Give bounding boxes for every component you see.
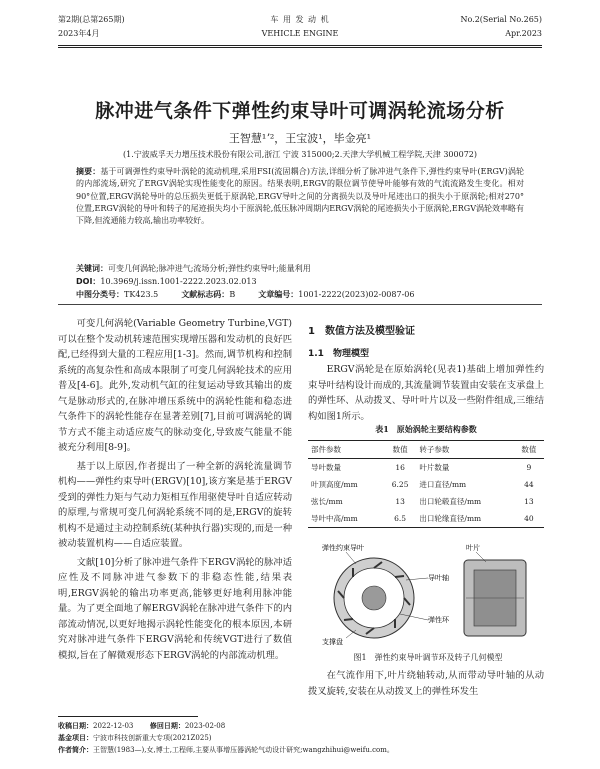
footnote-fund bbox=[58, 732, 542, 744]
date-cn: 2023年4月 bbox=[58, 29, 100, 38]
clc-label: 中图分类号： bbox=[76, 290, 124, 299]
figure-1-geometry-model bbox=[316, 540, 544, 646]
intro-paragraph-2: 基于以上原因,作者提出了一种全新的涡轮流量调节机构——弹性约束导叶(ERGV)[10],该方案是基于ERGV受到的弹性力矩与气动力矩相互作用驱使导叶自适应转动的原理,与常规可变几何涡轮系统不同的是,ERGV的旋转机构不是通过主动控制系统(某种执行器)实现的,而是一种被动装置机构——自适应装置。 bbox=[58, 460, 292, 549]
table-cell: 导叶数量 bbox=[311, 463, 341, 472]
received-date: 2022-12-03 bbox=[93, 722, 134, 730]
figure-label: 弹性约束导叶 bbox=[322, 544, 364, 552]
header-rule bbox=[58, 45, 542, 46]
fund-text: 宁波市科技创新重大专项(2021Z025) bbox=[93, 734, 212, 742]
table-cell: 9 bbox=[526, 463, 532, 472]
classification bbox=[76, 289, 414, 300]
received-label: 收稿日期： bbox=[58, 722, 93, 730]
intro-paragraph-1: 可变几何涡轮(Variable Geometry Turbine,VGT)可以在整个发动机转速范围实现增压器和发动机的良好匹配,已经得到大量的工程应用[1-3]。然而,调节机构和控制系统的高复杂性和高成本限制了可变几何涡轮技术的应用普及[4-6]。此外,发动机气缸的往复运动导致其输出的废气是脉动形式的,在脉冲增压系统中的涡轮性能和稳态进气条件下的涡轮性能存在显著差别[7],目前可调涡轮的调节方式不能主动适应废气的脉动变化,导致废气能量不能被充分利用[8-9]。 bbox=[58, 318, 292, 453]
affiliation: (1.宁波威孚天力增压技术股份有限公司,浙江 宁波 315000;2.天津大学机械工程学院,天津 300072) bbox=[123, 150, 477, 159]
table-row bbox=[308, 476, 544, 493]
doi-text: 10.3969/j.issn.1001-2222.2023.02.013 bbox=[100, 277, 257, 286]
abstract-label: 摘要： bbox=[76, 166, 101, 176]
table-cell: 叶片数量 bbox=[419, 463, 450, 472]
rotor-drawing bbox=[464, 560, 526, 636]
running-header bbox=[58, 14, 542, 46]
author-bio-label: 作者简介： bbox=[58, 746, 93, 754]
table-cell: 出口轮毂直径/mm bbox=[419, 497, 482, 506]
table-cell: 进口直径/mm bbox=[419, 480, 467, 489]
table-cell: 6.25 bbox=[391, 480, 409, 489]
table-row bbox=[308, 493, 544, 510]
article-title: 脉冲进气条件下弹性约束导叶可调涡轮流场分析 bbox=[95, 100, 505, 122]
figure-label: 导叶轴 bbox=[428, 574, 449, 582]
table-header: 数值 bbox=[392, 445, 408, 454]
intro-paragraph-3: 文献[10]分析了脉冲进气条件下ERGV涡轮的脉冲适应性及不同脉冲进气参数下的非稳态性能,结果表明,ERGV涡轮的输出功率更高,能够更好地利用脉冲能量。为了更全面地了解ERGV涡轮在脉冲进气条件下的内部流动情况,以更好地揭示涡轮性能变化的根本原因,本研究对脉冲进气条件下ERGV涡轮和传统VGT进行了数值模拟,旨在了解微观形态下ERGV涡轮的内部流动机理。 bbox=[58, 556, 292, 661]
table-cell: 13 bbox=[395, 497, 405, 506]
figure-label: 弹性环 bbox=[428, 616, 449, 624]
doc-code-label: 文献标志码： bbox=[181, 290, 230, 299]
journal-en: VEHICLE ENGINE bbox=[261, 29, 339, 38]
table-cell: 叶顶高度/mm bbox=[311, 480, 358, 489]
figure-label: 支撑盘 bbox=[322, 638, 343, 646]
table-cell: 出口轮缘直径/mm bbox=[419, 514, 482, 523]
table-cell: 6.5 bbox=[394, 514, 407, 523]
fund-label: 基金项目： bbox=[58, 734, 93, 742]
guide-ring-drawing bbox=[334, 558, 414, 638]
abstract bbox=[76, 165, 524, 227]
issue-en: No.2(Serial No.265) bbox=[460, 15, 542, 24]
table-header-row bbox=[308, 441, 544, 459]
continuation-paragraph: 在气流作用下,叶片绕轴转动,从而带动导叶轴的从动拨叉旋转,安装在从动拨叉上的弹性环发生 bbox=[308, 670, 544, 697]
table-caption: 表1 原始涡轮主要结构参数 bbox=[375, 424, 477, 434]
doi-label: DOI： bbox=[76, 277, 101, 286]
doc-code: B bbox=[229, 290, 236, 299]
revised-date: 2023-02-08 bbox=[184, 722, 226, 730]
table-cell: 44 bbox=[524, 480, 534, 489]
model-paragraph: ERGV涡轮是在原始涡轮(见表1)基础上增加弹性约束导叶结构设计而成的,其流量调节装置由安装在支承盘上的弹性环、从动拨叉、导叶叶片以及一些附件组成,三维结构如图1所示。 bbox=[308, 364, 544, 422]
right-column-bottom bbox=[308, 668, 544, 702]
issue-cn: 第2期(总第265期) bbox=[58, 15, 125, 24]
journal-cn: 车 用 发 动 机 bbox=[270, 15, 330, 24]
article-no-label: 文章编号： bbox=[258, 290, 299, 299]
table-cell: 40 bbox=[524, 514, 534, 523]
figure-label: 叶片 bbox=[466, 544, 480, 552]
keywords-text: 可变几何涡轮;脉冲进气;流场分析;弹性约束导叶;能量利用 bbox=[108, 264, 311, 273]
section-heading-1: 1 数值方法及模型验证 bbox=[308, 326, 415, 337]
keywords-label: 关键词： bbox=[76, 264, 108, 273]
table-header: 部件参数 bbox=[311, 445, 341, 454]
authors: 王智慧¹ʼ²，王宝波¹，毕金亮¹ bbox=[228, 132, 372, 145]
table-header: 转子参数 bbox=[419, 445, 450, 454]
keywords bbox=[76, 263, 311, 274]
table-row bbox=[308, 459, 544, 477]
doi bbox=[76, 276, 257, 287]
table-cell: 弦长/mm bbox=[311, 497, 343, 506]
table-cell: 16 bbox=[395, 463, 405, 472]
abstract-separator bbox=[58, 304, 542, 305]
table-cell: 13 bbox=[524, 497, 534, 506]
footnote bbox=[58, 720, 542, 756]
article-no: 1001-2222(2023)02-0087-06 bbox=[298, 290, 415, 299]
author-bio-text: 王智慧(1983—),女,博士,工程师,主要从事增压器涡轮气动设计研究;wangzhihui@weifu.com。 bbox=[93, 746, 394, 754]
table-row bbox=[308, 510, 544, 528]
header-rule-thin bbox=[58, 47, 542, 48]
parameter-table bbox=[308, 440, 544, 528]
right-column-top bbox=[308, 362, 544, 427]
clc-code: TK423.5 bbox=[124, 290, 159, 299]
footnote-rule bbox=[58, 716, 198, 717]
left-column bbox=[58, 316, 292, 666]
abstract-text: 基于可调弹性约束导叶涡轮的流动机理,采用FSI(流固耦合)方法,详细分析了脉冲进气条件下,弹性约束导叶(ERGV)涡轮的内部流场,研究了ERGV涡轮实现性能变化的原因。结果表明,ERGV的限位调节使导叶能够有效的气流流路发生变化。相对90°位置,ERGV涡轮导叶的总压损失更低于原涡轮,ERGV导叶之间的分离损失以及导叶尾迹出口的损失小于原涡轮;相对270°位置,ERGV涡轮的导叶和转子的尾迹损失均小于原涡轮,低压脉冲周期内ERGV涡轮的尾迹损失小于原涡轮,ERGV涡轮效率略有下降,但流通能力较高,输出功率较好。 bbox=[76, 167, 524, 226]
table-cell: 导叶中高/mm bbox=[311, 514, 358, 523]
date-en: Apr.2023 bbox=[505, 29, 542, 38]
revised-label: 修回日期： bbox=[149, 722, 185, 730]
footnote-author bbox=[58, 744, 542, 756]
figure-caption: 图1 弹性约束导叶调节环及转子几何模型 bbox=[353, 653, 503, 662]
footnote-dates bbox=[58, 720, 542, 732]
table-header: 数值 bbox=[521, 445, 537, 454]
section-heading-1-1: 1.1 物理模型 bbox=[308, 349, 369, 359]
